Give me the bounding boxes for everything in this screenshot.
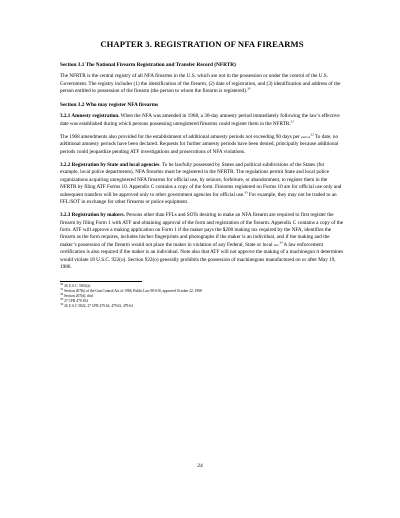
footnote-text: Section 207(d), ibid	[63, 294, 93, 299]
paragraph-3-2-3	[60, 212, 344, 271]
footnote-divider	[60, 281, 142, 282]
footnotes	[60, 284, 344, 309]
page-content	[60, 40, 344, 309]
footnote-text: Section 207(b) of the Gun Control Act of 1968, Public Law 90-618, approved October 22, 1968	[63, 289, 202, 294]
amendments-small-text: period.	[301, 134, 311, 139]
paragraph-3-2-3-text-b: A law enforcement certification is also required if the maker is an individual. Note also that ATF will not approve the making of a machinegun it determines would violate 18 U.S.C. 922(o). Section 922(o) generally prohibits the possession of machineguns manufactured on or after May 19, 1986.	[60, 241, 344, 270]
footnote-ref-31: 31	[290, 118, 294, 123]
subsection-3-2-2-label: 3.2.2 Registration by State and local agencies	[60, 162, 160, 169]
footnote-number: 32	[60, 292, 64, 297]
footnote-number: 30	[60, 282, 64, 287]
chapter-title: CHAPTER 3. REGISTRATION OF NFA FIREARMS	[100, 39, 304, 49]
footnote-number: 33	[60, 297, 64, 302]
paragraph-3-2-1-text: When the NFA was amended in 1968, a 30-day amnesty period immediately following the law’s effective date was established during which persons possessing unregistered firearms could register them in the NFRTR.	[60, 113, 340, 127]
footnote-number: 34	[60, 302, 64, 307]
page-number: 24	[197, 463, 203, 469]
footnote-ref-30: 30	[247, 86, 251, 91]
footnote-ref-34: 34	[279, 240, 283, 245]
paragraph-3-2-3-small-text: law.	[273, 242, 280, 247]
section-3-1-heading: Section 3.1 The National Firearm Registration and Transfer Record (NFRTR)	[60, 61, 236, 68]
footnote-ref-33: 33	[244, 189, 248, 194]
subsection-3-2-1-label: 3.2.1 Amnesty registration.	[60, 113, 120, 120]
footnote-text: 26 U.S.C. 5841(a)	[63, 284, 91, 289]
amendments-text-b: To date, no additional amnesty periods have been declared. Requests for further amnesty periods have been denied, principally because additional periods could jeopardize pending ATF investigations and prosecutions of NFA violations.	[60, 133, 339, 155]
amendments-text-a: The 1968 amendments also provided for the establishment of additional amnesty periods not exceeding 90 days per	[60, 133, 302, 140]
paragraph-3-2-2-text-a: . To be lawfully possessed by States and political subdivisions of the States (for example, local police departments), NFA firearms must be registered in the NFRTR. The regulations permit State and local police organizations acquiring unregistered NFA firearms for official use, by seizure, forfeiture, or abandonment, to register them in the NFRTR by filing ATF Forms 10. Appendix C contains a copy of the form. Firearms registered on Forms 10 are for official use only and subsequent transfers will be approved only to other government agencies for official use.	[60, 162, 342, 198]
paragraph-3-2-1	[60, 113, 344, 128]
subsection-3-2-3-label: 3.2.3 Registration by makers.	[60, 212, 125, 219]
section-3-1-body	[60, 73, 344, 95]
paragraph-amendments	[60, 134, 344, 156]
footnote	[60, 304, 344, 309]
footnote-ref-32: 32	[310, 132, 314, 137]
paragraph-3-2-2-text-b: For example, they may not be traded to an FFL/SOT in exchange for other firearms or police equipment.	[60, 191, 337, 205]
footnote-number: 31	[60, 287, 64, 292]
paragraph-3-2-2	[60, 162, 344, 206]
footnote-text: 27 CFR 479.104	[63, 299, 88, 304]
section-3-2-heading: Section 3.2 Who may register NFA firearms	[60, 101, 159, 108]
footnote-text: 26 U.S.C 5822; 27 CFR 479.62, 479.63, 479.64	[63, 304, 133, 309]
paragraph-3-2-3-text-a: Persons other than FFLs and SOTs desiring to make an NFA firearm are required to first register the firearm by filing Form 1 with ATF and obtaining approval of the form and registration of the firearm. Appendix C contains a copy of the form. ATF will approve a making application on Form 1 if the maker pays the $200 making tax required by the NFA, identifies the firearm as the form requires, includes his/her fingerprints and photographs if the maker is an individual, and if the making and the maker’s possession of the firearm would not place the maker in violation of any Federal, State or local	[60, 212, 344, 248]
section-3-1-text: The NFRTR is the central registry of all NFA firearms in the U.S. which are not in the possession or under the control of the U.S. Government. The registry includes (1) the identification of the firearm, (2) date of registration, and (3) identification and address of the person entitled to possession of the firearm (the person to whom the firearm is registered).	[60, 73, 341, 95]
